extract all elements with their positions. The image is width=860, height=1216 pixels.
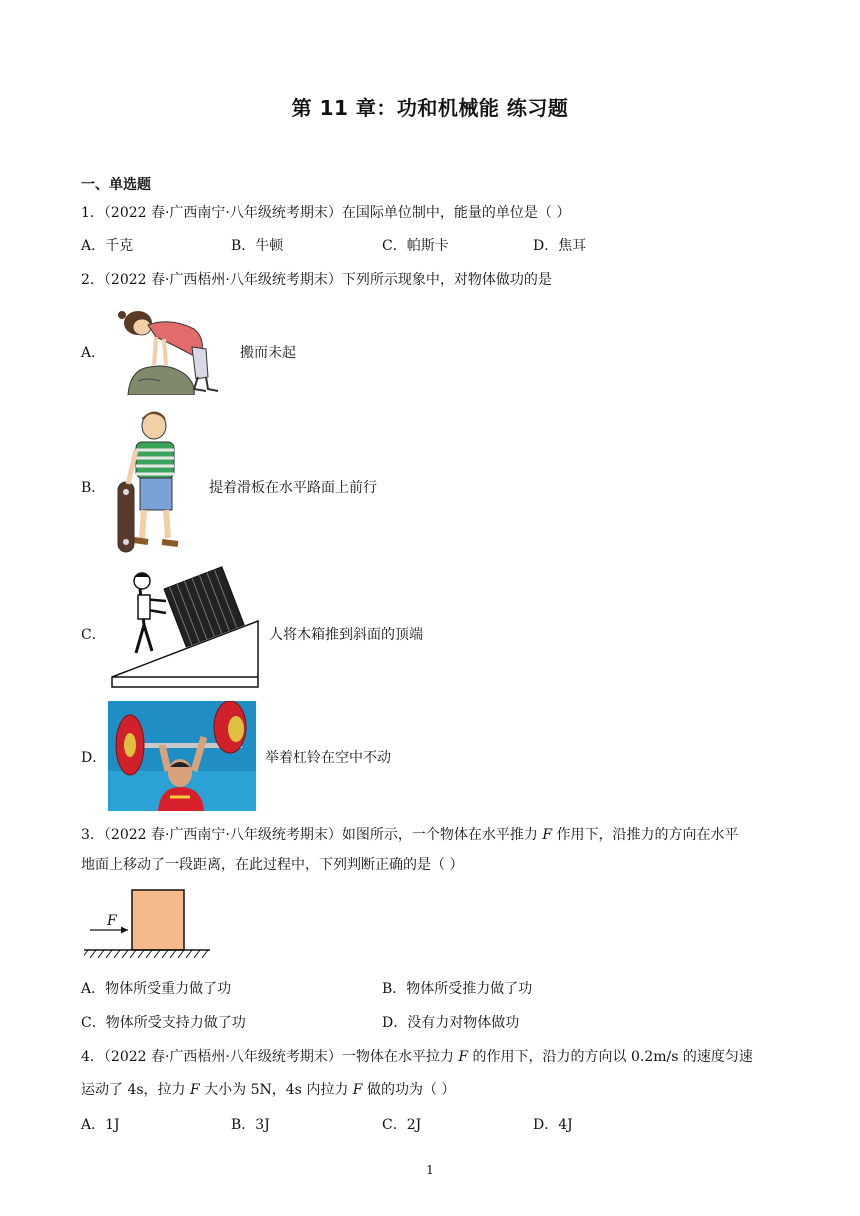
question-1-option-c: C．帕斯卡 [382, 238, 449, 254]
question-2-stem: 2．（2022 春·广西梧州·八年级统考期末）下列所示现象中，对物体做功的是 [81, 272, 552, 288]
section-heading: 一、单选题 [81, 177, 151, 193]
question-2-option-d-text: 举着杠铃在空中不动 [265, 750, 391, 766]
question-4-option-a: A．1J [81, 1117, 120, 1133]
question-3-option-d: D．没有力对物体做功 [382, 1015, 520, 1031]
question-3-option-c: C．物体所受支持力做了功 [81, 1015, 246, 1031]
boy-carrying-skateboard-icon [112, 410, 194, 556]
question-4-stem-part: 大小为 5N，4s 内拉力 [199, 1082, 353, 1098]
question-4-option-c: C．2J [382, 1117, 422, 1133]
question-2-option-a-text: 搬而未起 [240, 345, 296, 361]
question-2-option-b-letter: B． [81, 480, 106, 496]
question-4-option-b: B．3J [231, 1117, 270, 1133]
question-1-option-d: D．焦耳 [533, 238, 587, 254]
question-2-option-b-text: 提着滑板在水平路面上前行 [209, 480, 377, 496]
question-4-stem-part: 的作用下，沿力的方向以 0.2m/s 的速度匀速 [468, 1049, 753, 1065]
push-force-diagram [84, 886, 210, 962]
force-label: F [107, 913, 117, 929]
person-pushing-box-on-slope-icon [108, 565, 260, 689]
question-1-option-a: A．千克 [81, 238, 134, 254]
force-variable: F [542, 827, 553, 843]
question-2-option-c-letter: C． [81, 627, 106, 643]
force-variable: F [190, 1082, 200, 1098]
question-3-option-b: B．物体所受推力做了功 [382, 981, 533, 997]
question-1-stem: 1．（2022 春·广西南宁·八年级统考期末）在国际单位制中，能量的单位是（ ） [81, 205, 571, 221]
page-title: 第 11 章：功和机械能 练习题 [291, 96, 569, 120]
force-variable: F [352, 1082, 363, 1098]
question-3-stem-line-2: 地面上移动了一段距离，在此过程中，下列判断正确的是（ ） [81, 857, 464, 873]
question-3-stem-line-1 [81, 825, 739, 845]
question-3-option-a: A．物体所受重力做了功 [81, 981, 232, 997]
question-3-stem-part: 作用下，沿推力的方向在水平 [552, 827, 739, 843]
weightlifter-photo-icon [108, 701, 256, 811]
girl-lifting-rock-icon [108, 303, 233, 395]
question-4-stem-line-2 [81, 1080, 455, 1100]
force-variable: F [458, 1049, 469, 1065]
question-3-stem-part: 3．（2022 春·广西南宁·八年级统考期末）如图所示，一个物体在水平推力 [81, 827, 543, 843]
question-2-option-c-text: 人将木箱推到斜面的顶端 [269, 627, 423, 643]
question-1-option-b: B．牛顿 [231, 238, 284, 254]
question-4-stem-part: 4．（2022 春·广西梧州·八年级统考期末）一物体在水平拉力 [81, 1049, 459, 1065]
question-4-option-d: D．4J [533, 1117, 573, 1133]
question-2-option-a-letter: A． [81, 345, 106, 361]
question-2-option-d-letter: D． [81, 750, 107, 766]
question-4-stem-part: 做的功为（ ） [362, 1082, 456, 1098]
page-number: 1 [426, 1163, 434, 1177]
question-4-stem-line-1 [81, 1047, 753, 1067]
question-4-stem-part: 运动了 4s，拉力 [81, 1082, 190, 1098]
